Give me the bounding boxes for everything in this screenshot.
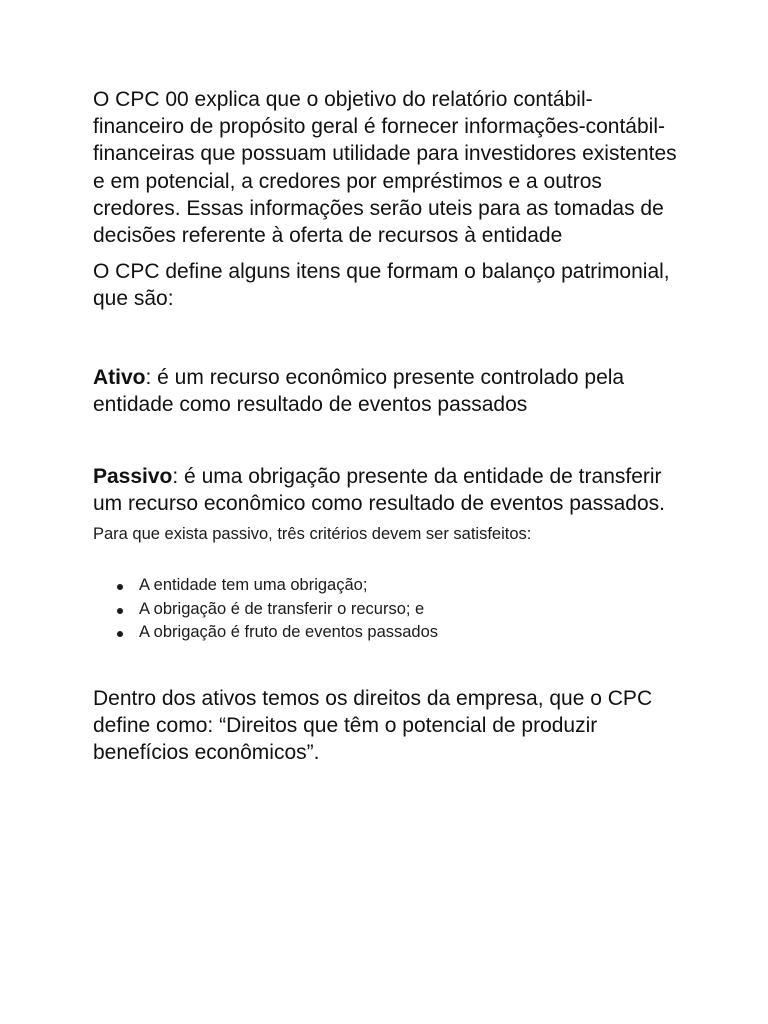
ativo-definition xyxy=(93,364,678,418)
list-item xyxy=(117,574,678,598)
list-item-text: A obrigação é fruto de eventos passados xyxy=(139,623,439,642)
criteria-list xyxy=(93,574,678,645)
ativo-definition-text: : é um recurso econômico presente controlado pela entidade como resultado de eventos passados xyxy=(93,365,625,416)
list-item xyxy=(117,621,678,645)
ativo-term: Ativo xyxy=(93,365,146,389)
passivo-definition xyxy=(93,463,678,517)
bullet-icon xyxy=(117,631,123,637)
bullet-icon xyxy=(117,584,123,590)
closing-paragraph: Dentro dos ativos temos os direitos da empresa, que o CPC define como: “Direitos que têm o potencial de produzir benefícios econômicos”. xyxy=(93,686,653,765)
intro-paragraph: O CPC 00 explica que o objetivo do relatório contábil-financeiro de propósito geral é fornecer informações-contábil-financeiras que possuam utilidade para investidores existentes e em potencial, a credores por empréstimos e a outros credores. Essas informações serão uteis para as tomadas de decisões referente à oferta de recursos à entidade xyxy=(93,88,677,248)
list-item xyxy=(117,598,678,622)
items-intro-paragraph: O CPC define alguns itens que formam o balanço patrimonial, que são: xyxy=(93,260,670,311)
passivo-definition-text: : é uma obrigação presente da entidade de transferir um recurso econômico como resultado de eventos passados. xyxy=(93,465,665,516)
criteria-intro: Para que exista passivo, três critérios devem ser satisfeitos: xyxy=(93,525,532,544)
bullet-icon xyxy=(117,608,123,614)
passivo-term: Passivo xyxy=(93,465,173,489)
list-item-text: A entidade tem uma obrigação; xyxy=(139,576,368,595)
list-item-text: A obrigação é de transferir o recurso; e xyxy=(139,599,425,618)
